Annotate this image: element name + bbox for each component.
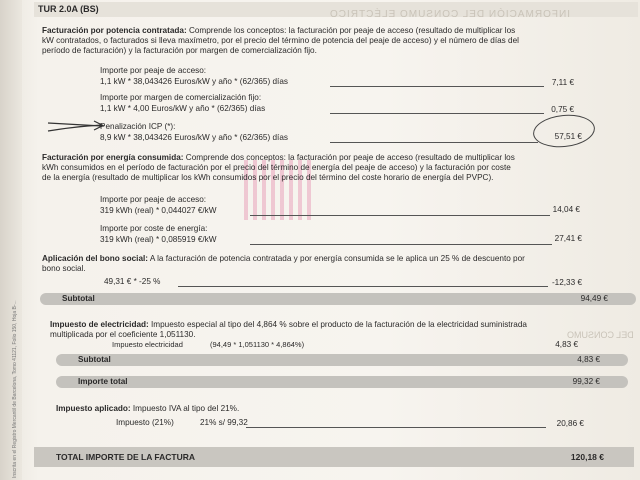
energia-text-3: de la energía (resultado de multiplicar los kWh consumidos por el precio del término del coste horario de energía del PVPC).: [42, 173, 494, 182]
importe-total-amount: 99,32 €: [572, 377, 600, 386]
leader-line: [178, 286, 548, 287]
electricidad-amount: 4,83 €: [555, 340, 578, 349]
iva-amount: 20,86 €: [556, 419, 584, 428]
bono-heading: Aplicación del bono social:: [42, 254, 148, 263]
registry-text: Inscrita en el Registro Mercantil de Barcelona, Tomo 41121, Folio 150, Hoja B-...: [12, 300, 18, 478]
bono-text-1: A la facturación de potencia contratada y por energía consumida se le aplica un 25 % de descuento por: [149, 254, 525, 263]
potencia-item-1-detail: 1,1 kW * 38,043426 Euros/kW y año * (62/365) días: [100, 77, 288, 86]
leader-line: [330, 113, 544, 114]
potencia-item-3-detail: 8,9 kW * 38,043426 Euros/kW y año * (62/365) días: [100, 133, 288, 142]
potencia-item-1-title: Importe por peaje de acceso:: [100, 66, 207, 75]
bono-section: [42, 254, 637, 274]
energia-text-1: Comprende dos conceptos: la facturación por peaje de acceso (resultado de multiplicar los: [185, 153, 515, 162]
subtotal-amount: 4,83 €: [577, 355, 600, 364]
subtotal-band: [40, 293, 636, 305]
total-band: [34, 447, 634, 467]
iva-line: [56, 404, 239, 414]
subtotal-label: Subtotal: [62, 294, 95, 303]
importe-total-label: Importe total: [78, 377, 128, 386]
tariff-label: TUR 2.0A (BS): [38, 4, 99, 14]
iva-heading: Impuesto aplicado:: [56, 404, 131, 413]
show-through-text-side: DEL CONSUMO: [567, 330, 634, 340]
electricidad-detail-label: Impuesto electricidad: [112, 340, 183, 349]
potencia-item-3-title: Penalización ICP (*):: [100, 122, 176, 131]
potencia-text-2: kW contratados, o facturados si lleva maxímetro, por el precio del término de potencia del peaje de acceso) y el número de días del: [42, 36, 519, 45]
potencia-heading: Facturación por potencia contratada:: [42, 26, 187, 35]
leader-line: [250, 244, 552, 245]
electricidad-heading: Impuesto de electricidad:: [50, 320, 149, 329]
potencia-item-1-amount: 7,11 €: [551, 78, 574, 87]
potencia-item-2-amount: 0,75 €: [551, 105, 574, 114]
energia-item-2-detail: 319 kWh (real) * 0,085919 €/kW: [100, 235, 217, 244]
electricidad-section: [50, 320, 640, 340]
potencia-text-1: Comprende los conceptos: la facturación por peaje de acceso (resultado de multiplicar los: [188, 26, 516, 35]
total-label: TOTAL IMPORTE DE LA FACTURA: [56, 452, 195, 462]
potencia-section: [42, 26, 627, 56]
electricidad-detail: (94,49 * 1,051130 * 4,864%): [210, 340, 305, 349]
energia-item-1-detail: 319 kWh (real) * 0,044027 €/kW: [100, 206, 217, 215]
leader-line: [246, 427, 546, 428]
total-amount: 120,18 €: [570, 452, 604, 462]
iva-text: Impuesto IVA al tipo del 21%.: [132, 404, 240, 413]
bono-text-2: bono social.: [42, 264, 86, 273]
potencia-item-2-detail: 1,1 kW * 4,00 Euros/kW y año * (62/365) días: [100, 104, 266, 113]
bono-amount: -12,33 €: [551, 278, 582, 287]
energia-item-2-amount: 27,41 €: [554, 234, 582, 243]
energia-item-1-amount: 14,04 €: [552, 205, 580, 214]
bono-detail: 49,31 € * -25 %: [104, 277, 161, 286]
energia-text-2: kWh consumidos en el período de facturación por el precio del término de energía del peaje de acceso) y la facturación por coste: [42, 163, 511, 172]
handwritten-arrow-icon: [46, 119, 106, 135]
paper-margin: [0, 0, 22, 480]
handwritten-circle: [531, 112, 596, 150]
energia-section: [42, 153, 637, 183]
leader-line: [250, 215, 550, 216]
subtotal-band: [56, 354, 628, 366]
iva-detail-label: Impuesto (21%): [116, 418, 174, 427]
potencia-item-2-title: Importe por margen de comercialización fijo:: [100, 93, 262, 102]
energia-heading: Facturación por energía consumida:: [42, 153, 184, 162]
show-through-text: INFORMACIÓN DEL CONSUMO ELÉCTRICO: [329, 9, 570, 20]
electricidad-text-1: Impuesto especial al tipo del 4,864 % sobre el producto de la facturación de la electricidad suministrada: [151, 320, 527, 329]
leader-line: [330, 142, 538, 143]
potencia-item-3-amount: 57,51 €: [554, 132, 582, 141]
potencia-text-3: período de facturación) y la facturación por margen de comercialización fijo.: [42, 46, 317, 55]
importe-total-band: [56, 376, 628, 388]
energia-item-2-title: Importe por coste de energía:: [100, 224, 208, 233]
electricidad-text-2: multiplicada por el coeficiente 1,051130.: [50, 330, 196, 339]
iva-detail: 21% s/ 99,32: [200, 418, 248, 427]
subtotal-amount: 94,49 €: [580, 294, 608, 303]
energia-item-1-title: Importe por peaje de acceso:: [100, 195, 207, 204]
subtotal-label: Subtotal: [78, 355, 111, 364]
leader-line: [330, 86, 544, 87]
